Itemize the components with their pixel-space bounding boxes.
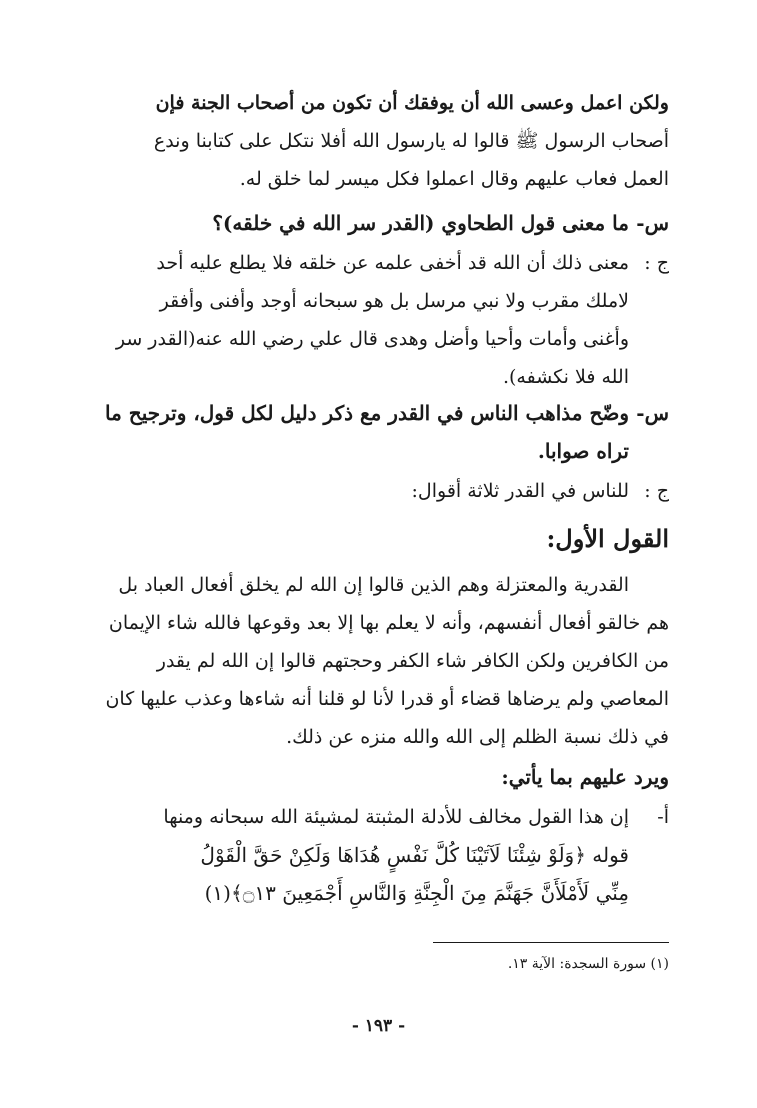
section-line: المعاصي ولم يرضاها قضاء أو قدرا لأنا لو قلنا أنه شاءها وعذب عليها كان: [105, 688, 669, 710]
question-text: ما معنى قول الطحاوي (القدر سر الله في خلقه)؟: [212, 211, 629, 235]
rebuttal-item-a: [89, 798, 669, 912]
answer-2: [89, 472, 669, 510]
intro-line: ولكن اعمل وعسى الله أن يوفقك أن تكون من أصحاب الجنة فإن: [155, 92, 669, 114]
answer-line: وأغنى وأمات وأحيا وأضل وهدى قال علي رضي الله عنه(القدر سر: [115, 328, 629, 350]
answer-line: معنى ذلك أن الله قد أخفى علمه عن خلقه فلا يطلع عليه أحد: [156, 252, 629, 274]
rebuttal-heading: ويرد عليهم بما يأتي:: [501, 765, 669, 789]
quran-verse-line: قوله ﴿وَلَوْ شِئْنَا لَآتَيْنَا كُلَّ نَفْسٍ هُدَاهَا وَلَكِنْ حَقَّ الْقَوْلُ: [200, 843, 629, 867]
question-label: س-: [636, 211, 669, 235]
intro-line: أصحاب الرسول ﷺ قالوا له يارسول الله أفلا نتكل على كتابنا وندع: [153, 130, 669, 152]
section-paragraph: [89, 566, 669, 756]
footnote: (١) سورة السجدة: الآية ١٣.: [507, 956, 669, 972]
question-label: س-: [636, 401, 669, 425]
answer-label: ج :: [644, 252, 669, 274]
section-line: هم خالقو أفعال أنفسهم، وأنه لا يعلم بها إلا بعد وقوعها فالله شاء الإيمان: [108, 612, 669, 634]
section-line: القدرية والمعتزلة وهم الذين قالوا إن الله لم يخلق أفعال العباد بل: [118, 574, 629, 596]
question-text: تراه صوابا.: [537, 439, 629, 463]
footnote-divider: [433, 942, 669, 943]
answer-text: للناس في القدر ثلاثة أقوال:: [411, 480, 629, 502]
section-line: في ذلك نسبة الظلم إلى الله والله منزه عن ذلك.: [286, 726, 669, 748]
item-label: أ-: [657, 806, 669, 828]
page-number: - ١٩٣ -: [351, 1016, 406, 1036]
question-2: [89, 394, 669, 470]
answer-label: ج :: [644, 480, 669, 502]
answer-line: لاملك مقرب ولا نبي مرسل بل هو سبحانه أوجد وأفنى وأفقر: [159, 290, 629, 312]
answer-1: [89, 244, 669, 396]
question-1: [89, 204, 669, 242]
intro-line: العمل فعاب عليهم وقال اعملوا فكل ميسر لما خلق له.: [239, 168, 669, 190]
rebuttal: [89, 758, 669, 796]
answer-line: الله فلا نكشفه).: [502, 366, 629, 388]
item-line: إن هذا القول مخالف للأدلة المثبتة لمشيئة الله سبحانه ومنها: [163, 806, 629, 828]
intro-paragraph: [89, 84, 669, 198]
section-line: من الكافرين ولكن الكافر شاء الكفر وحجتهم قالوا إن الله لم يقدر: [156, 650, 669, 672]
quran-verse-line: مِنِّي لَأَمْلَأَنَّ جَهَنَّمَ مِنَ الْجِنَّةِ وَالنَّاسِ أَجْمَعِينَ ۝١٣﴾(١): [204, 881, 629, 905]
section-title: القول الأول:: [546, 524, 669, 553]
section: [89, 516, 669, 562]
question-text: وضّح مذاهب الناس في القدر مع ذكر دليل لكل قول، وترجيح ما: [105, 401, 629, 425]
